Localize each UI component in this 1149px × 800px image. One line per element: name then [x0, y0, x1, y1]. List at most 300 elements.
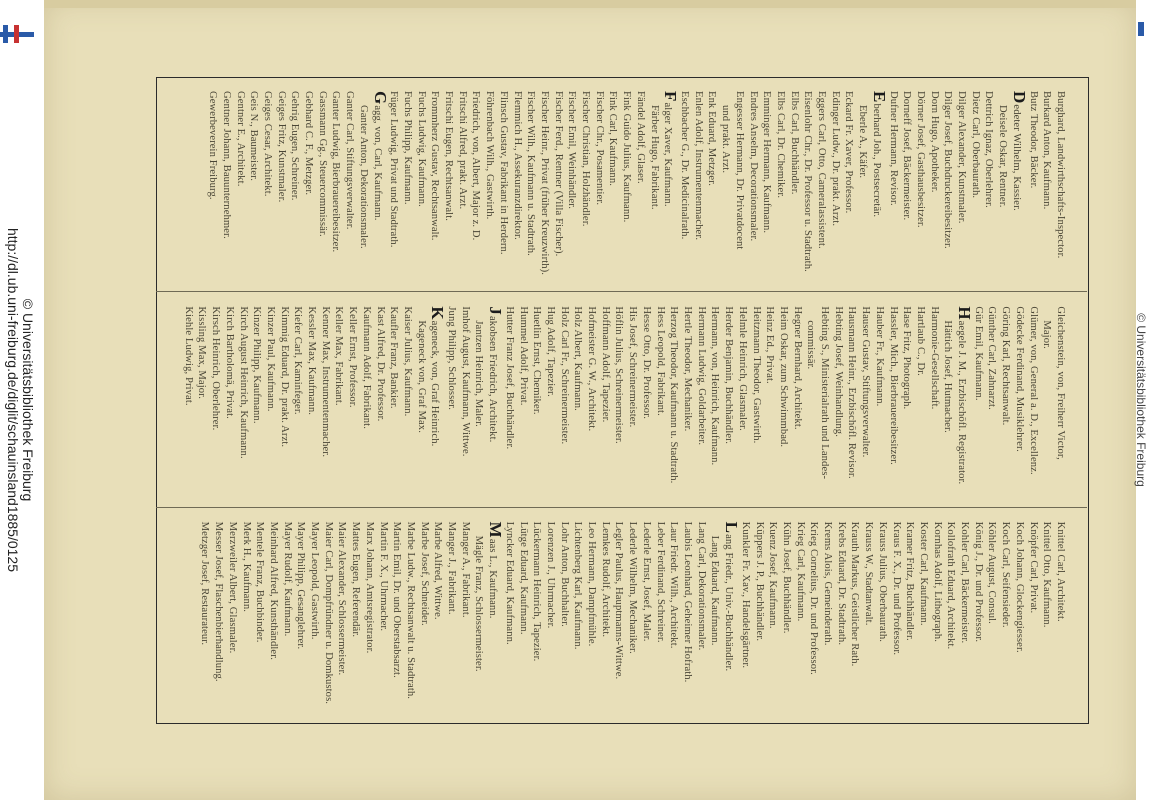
member-entry	[763, 306, 777, 496]
member-entry-text: Hebting S., Ministerialrath und Landes-	[819, 306, 831, 480]
member-entry-text: Gödecke Ferdinand, Musiklehrer.	[1013, 306, 1025, 452]
member-entry-text: Ganter Carl, Stiftungsverwalter.	[344, 91, 356, 230]
member-entry	[760, 91, 774, 281]
member-entry	[1040, 91, 1054, 281]
member-entry-text: Hebting Josef, Weinhandlung.	[832, 306, 844, 437]
member-entry	[694, 522, 708, 712]
member-entry-text: Mayer Rudolf, Kaufmann.	[281, 521, 293, 637]
member-entry-text: Leo Hermann, Dampfmühle.	[586, 521, 598, 647]
member-entry	[294, 522, 308, 712]
member-entry	[927, 306, 941, 496]
member-entry	[886, 306, 900, 496]
member-entry-text: Gassmann Gg., Steuercommissär.	[316, 91, 328, 237]
member-entry-text: Krebs Eduard, Dr. Stadtrath.	[835, 521, 847, 646]
member-entry-text: Fändel Adolf, Glaser.	[634, 91, 646, 184]
member-entry-text: Kinzer Philipp, Kaufmann.	[251, 306, 263, 424]
section-initial: F	[661, 91, 681, 102]
member-entry-text: Gehrig Eugen, Schreiner.	[289, 91, 301, 201]
member-entry-text: Dilger Josef, Buchdruckereibesitzer.	[942, 91, 954, 249]
member-entry	[667, 306, 681, 496]
member-entry	[417, 522, 431, 712]
member-entry	[612, 306, 626, 496]
member-entry-text: Kageneck von, Graf Max.	[415, 320, 427, 433]
member-entry-text: Gebhard C. F., Metzger.	[303, 91, 315, 196]
member-entry-text: Köhler August, Consul.	[986, 521, 998, 624]
member-entry	[779, 522, 793, 712]
member-entry-text: Geiges Fritz, Kunstmaler.	[275, 91, 287, 203]
member-entry-text: Fischer Ferd., Rentner (Villa Fischer).	[552, 91, 564, 257]
member-entry	[208, 306, 222, 496]
member-entry-text: ageneck, von, Graf Heinrich.	[429, 320, 441, 447]
copyright-margin	[20, 0, 36, 800]
member-entry-text: und prakt. Arzt.	[720, 105, 732, 174]
member-entry-text: commissär.	[805, 320, 817, 370]
member-entry	[705, 91, 719, 281]
member-entry-text: Gewerbeverein Freiburg.	[207, 91, 219, 200]
member-entry-text: Hartlaub C., Dr.	[914, 306, 926, 376]
member-entry-text: Heim Oskar, zum Schwimmbad.	[777, 306, 789, 448]
member-entry	[1040, 306, 1054, 496]
member-entry	[900, 306, 914, 496]
member-entry	[428, 306, 448, 496]
member-entry-text: Jung Philipp, Schlosser.	[446, 306, 458, 410]
member-entry-text: Butz Theodor, Bäcker.	[1027, 91, 1039, 189]
source-url-margin	[5, 0, 21, 800]
member-entry-text: Marbe Ludw., Rechtsanwalt u. Stadtrath.	[404, 521, 416, 700]
member-entry	[954, 306, 975, 496]
member-entry	[814, 91, 828, 281]
member-entry	[845, 306, 859, 496]
member-entry-text: Färber Hugo, Fabrikant.	[648, 105, 660, 210]
member-entry-text: Krems Alois, Gemeinderath.	[822, 521, 834, 646]
member-entry-text: Mattes Eugen, Referendär.	[350, 521, 362, 638]
member-entry-text: Dorn Hugo, Apotheker.	[928, 91, 940, 193]
member-entry	[626, 306, 640, 496]
member-entry-text: Ganter Ludwig, Bierbrauereibesitzer.	[330, 91, 342, 253]
member-entry-text: Knöpfer Carl, Privat.	[1027, 521, 1039, 614]
member-entry	[485, 521, 506, 712]
member-entry	[773, 91, 787, 281]
member-entry-text: Enk Eduard, Metzger.	[706, 91, 718, 186]
member-entry	[971, 522, 985, 712]
member-entry	[376, 522, 390, 712]
member-entry-text: Enlen Adolf, Instrumentenmacher.	[692, 91, 704, 241]
member-entry-text: Fink Carl, Kaufmann.	[607, 91, 619, 186]
member-entry	[335, 522, 349, 712]
member-entry-text: Hermann, von, Heinrich, Kaufmann.	[709, 306, 721, 466]
member-entry-text: Dettrich Ignaz, Oberlehrer.	[983, 91, 995, 208]
member-entry-text: Koster Carl, Kaufmann.	[917, 521, 929, 626]
section-initial: L	[722, 521, 742, 534]
member-entry	[930, 522, 944, 712]
member-entry	[247, 91, 261, 281]
member-entry	[537, 91, 551, 281]
member-entry	[749, 306, 763, 496]
member-entry-text: akobsen Friedrich, Architekt.	[487, 315, 499, 443]
member-entry	[1040, 522, 1054, 712]
member-entry	[598, 522, 612, 712]
right-margin-text: © Universitätsbibliothek Freiburg	[1134, 313, 1148, 487]
member-entry	[680, 306, 694, 496]
member-entry	[205, 91, 219, 281]
member-entry-text: Fischer Heinr., Privat (früher Kreuzwirth).	[538, 91, 550, 276]
section-initial: E	[869, 91, 889, 103]
member-entry	[329, 91, 343, 281]
member-entry	[804, 306, 818, 496]
member-entry-text: Hug Adolf, Tapezier.	[544, 306, 556, 397]
member-entry-text: Dörner Josef, Gasthausbesitzer.	[914, 91, 926, 228]
member-entry-text: Krauss W., Stadtanwalt.	[863, 521, 875, 626]
member-entry	[776, 306, 790, 496]
member-entry	[400, 91, 414, 281]
member-entry-text: Eberle A., Käfer.	[857, 105, 869, 179]
member-entry-text: Jantzen Heinrich, Maler.	[473, 320, 485, 427]
member-entry-text: Höflin Julius, Schreinermeister.	[613, 306, 625, 444]
member-entry	[661, 91, 681, 281]
section-initial: H	[955, 306, 975, 320]
member-entry	[1053, 306, 1067, 496]
member-entry	[530, 306, 544, 496]
member-entry-text: Hutter Franz Josef, Buchhändler.	[503, 306, 515, 450]
member-entry	[1012, 306, 1026, 496]
member-entry-text: Kunkler Fr. Xav., Handelsgärtner.	[739, 521, 751, 669]
member-entry-text: Glümer, von, General a. D., Excellenz.	[1027, 306, 1039, 475]
member-entry-text: Fischer Christian, Holzhändler.	[580, 91, 592, 227]
member-entry-text: Geiges Cesar, Architekt.	[261, 91, 273, 197]
member-entry-text: Kirsch Heinrich, Oberlehrer.	[210, 306, 222, 431]
member-entry-text: Manger J., Fabrikant.	[446, 521, 458, 615]
member-entry	[362, 522, 376, 712]
member-entry	[510, 91, 524, 281]
member-entry	[766, 522, 780, 712]
member-entry	[239, 522, 253, 712]
member-entry	[752, 522, 766, 712]
member-entry	[345, 306, 359, 496]
member-entry	[307, 522, 321, 712]
member-entry-text: Messer Josef, Flaschenbierhandlung.	[213, 521, 225, 682]
member-entry-text: Elbs Carl, Dr. Chemiker.	[774, 91, 786, 199]
member-entry-text: Hegner Bernhard, Architekt.	[791, 306, 803, 430]
member-entry-text: Fink Guido Julius, Kaufmann.	[621, 91, 633, 223]
member-entry	[274, 91, 288, 281]
member-entry-text: Lütge Eduard, Kaufmann.	[517, 521, 529, 635]
member-entry-text: Holz Albert, Kaufmann.	[572, 306, 584, 411]
member-entry-text: aegele J. M., Erzbischöfl. Registrator.	[956, 320, 968, 485]
member-entry-text: Kollofrath Eduard, Architekt.	[945, 521, 957, 650]
member-entry-text: Mägle Franz, Schlossermeister.	[473, 535, 485, 672]
member-entry	[941, 306, 955, 496]
member-entry-text: Koch Johann, Glockengiesser.	[1013, 521, 1025, 653]
source-url[interactable]: http://dl.ub.uni-freiburg.de/diglit/schauinsland1885/0125	[5, 227, 21, 573]
member-entry-text: Major.	[1041, 320, 1053, 349]
member-entry	[219, 91, 233, 281]
copyright-notice: © Universitätsbibliothek Freiburg	[20, 298, 36, 502]
member-entry	[516, 522, 530, 712]
member-entry-text: Ganter Anton, Dekorationsmaler.	[357, 105, 369, 249]
member-column-2	[156, 291, 1087, 506]
member-entry-text: Hauber Fr., Kaufmann.	[873, 306, 885, 407]
member-column-1	[156, 77, 1087, 291]
member-entry	[606, 91, 620, 281]
member-entry-text: Manger A., Fabrikant.	[459, 521, 471, 618]
member-entry	[633, 91, 647, 281]
member-entry	[858, 306, 872, 496]
member-entry	[551, 91, 565, 281]
member-entry-text: Kaiser Julius, Kaufmann.	[401, 306, 413, 417]
member-entry	[516, 306, 530, 496]
member-entry	[1012, 522, 1026, 712]
member-entry	[444, 306, 458, 496]
member-entry-text: Hättich Josef, Hutmacher.	[942, 320, 954, 433]
member-entry	[428, 91, 442, 281]
section-initial: K	[428, 306, 448, 320]
member-entry-text: Fuchs Philipp, Kaufmann.	[401, 91, 413, 205]
member-entry	[653, 306, 667, 496]
member-entry	[543, 522, 557, 712]
member-entry-text: Kraus F. X., Dr. und Professor.	[890, 521, 902, 656]
member-entry	[266, 522, 280, 712]
member-entry	[732, 91, 746, 281]
member-entry-text: Lohr Anton, Buchhalter.	[558, 521, 570, 627]
member-entry	[861, 522, 875, 712]
member-entry	[291, 306, 305, 496]
member-entry-text: Hofmeister G. W., Architekt.	[586, 306, 598, 432]
member-entry	[817, 306, 831, 496]
member-entry	[431, 522, 445, 712]
member-entry-text: Kissling Max, Major.	[196, 306, 208, 399]
member-entry-text: edeter Wilhelm, Kassier.	[1010, 104, 1022, 211]
member-entry-text: Krieg Carl, Kaufmann.	[794, 521, 806, 622]
member-entry-text: Lederle Wilhelm, Mechaniker.	[627, 521, 639, 654]
member-entry	[370, 91, 390, 281]
member-entry-text: Maier Carl, Dompfründner u. Domkustos.	[322, 521, 334, 705]
member-entry	[903, 522, 917, 712]
member-entry-text: Föhrenbach Wilh., Gastwirth.	[484, 91, 496, 220]
member-entry-text: Hummel Adolf, Privat.	[517, 306, 529, 406]
member-column-3	[156, 507, 1087, 722]
member-entry	[304, 306, 318, 496]
member-entry-text: Eggers Carl, Otto, Cameralassistent.	[816, 91, 828, 249]
member-entry	[746, 91, 760, 281]
member-entry-text: Gleichenstein, von, Freiherr Victor,	[1055, 306, 1066, 460]
member-entry-text: Dorneff Josef, Bäckermeister.	[901, 91, 913, 221]
member-entry-text: Holz Carl Fr., Schreinermeister.	[558, 306, 570, 445]
member-entry-text: His Josef, Schreinermeister.	[627, 306, 639, 428]
member-entry	[455, 91, 469, 281]
member-entry-text: Merzweiler Albert, Glasmaler.	[226, 521, 238, 654]
member-entry-text: Kornhas Adolf, Lithograph.	[931, 521, 943, 642]
member-entry-text: Fritschi Eugen, Rechtsanwalt.	[443, 91, 455, 221]
member-entry-text: Laur Friedr. Wilh., Architekt.	[668, 521, 680, 649]
member-entry	[718, 91, 732, 281]
member-entry-text: Lang Carl, Dekorationsmaler.	[695, 521, 707, 651]
member-entry	[889, 522, 903, 712]
member-entry	[387, 91, 401, 281]
member-entry-text: Fischer Wilh., Kaufmann u. Stadtrath.	[525, 91, 537, 256]
member-entry-text: Mayer Philipp, Gesanglehrer.	[295, 521, 307, 650]
member-entry-text: Küppers J. P., Buchhändler.	[753, 521, 765, 642]
member-entry-text: Gür Emil, Kaufmann.	[972, 306, 984, 401]
member-entry	[195, 306, 209, 496]
member-entry-text: Eschbacher G., Dr. Medicinalrath.	[679, 91, 691, 240]
member-entry-text: Keller Max, Fabrikant.	[333, 306, 345, 406]
member-entry	[842, 91, 856, 281]
member-entry-text: Kuenz Josef, Kaufmann.	[767, 521, 779, 629]
member-entry	[998, 522, 1012, 712]
member-entry-text: Heitzmann Theodor, Gastwirth.	[750, 306, 762, 444]
member-entry-text: Günther Carl, Zahnarzt.	[986, 306, 998, 410]
member-entry-text: Hauser Gustav, Stiftungsverwalter.	[860, 306, 872, 458]
member-entry	[639, 306, 653, 496]
member-entry	[592, 91, 606, 281]
member-entry	[414, 306, 428, 496]
member-entry-text: Fuchs Ludwig, Kaufmann.	[415, 91, 427, 207]
member-entry	[639, 522, 653, 712]
member-entry	[738, 522, 752, 712]
member-entry-text: Füger Ludwig, Privat und Stadtrath.	[388, 91, 400, 248]
member-entry-text: Laubis Leonhard, Geheimer Hofrath.	[682, 521, 694, 683]
member-entry-text: Huetlin Ernst, Chemiker.	[531, 306, 543, 415]
right-margin-text-wrap	[1133, 0, 1149, 800]
member-entry	[801, 91, 815, 281]
member-entry	[735, 306, 749, 496]
member-entry	[225, 522, 239, 712]
member-entry	[900, 91, 914, 281]
member-entry-text: Fischer Chr., Posamentier.	[593, 91, 605, 206]
member-entry	[1053, 522, 1067, 712]
member-entry	[807, 522, 821, 712]
member-entry	[565, 91, 579, 281]
member-entry	[667, 522, 681, 712]
section-initial: J	[486, 306, 506, 315]
member-entry-text: Lemkes Rudolf, Architekt.	[599, 521, 611, 638]
member-entry-text: Emminger Hermann, Kaufmann.	[761, 91, 773, 234]
member-entry-text: Endres Anselm, Decorationsmaler.	[747, 91, 759, 242]
member-entry	[236, 306, 250, 496]
member-entry-text: Lückermann Heinrich, Tapezier.	[531, 521, 543, 662]
member-entry	[721, 306, 735, 496]
member-entry	[373, 306, 387, 496]
member-entry	[263, 306, 277, 496]
member-entry-text: Herzog Theodor, Kaufmann u. Stadtrath.	[668, 306, 680, 484]
member-entry-text: Hoffmann Adolf, Tapezier.	[599, 306, 611, 423]
member-entry-text: Kast Alfred, Dr. Professor.	[374, 306, 386, 422]
member-entry	[222, 306, 236, 496]
page-top-edge	[44, 0, 1136, 8]
member-entry	[315, 91, 329, 281]
member-entry-text: König J., Dr. und Professor.	[972, 521, 984, 643]
member-entry-text: Lichtenberg Karl, Kaufmann.	[572, 521, 584, 650]
member-entry	[524, 91, 538, 281]
member-entry-text: Knittel Carl, Architekt.	[1055, 521, 1066, 622]
member-entry	[875, 522, 889, 712]
member-entry	[414, 91, 428, 281]
member-entry	[1026, 91, 1040, 281]
member-entry	[968, 91, 982, 281]
member-entry	[578, 91, 592, 281]
member-entry-text: Kohler Carl, Bäckermeister.	[959, 521, 971, 644]
member-entry-text: Gentner E., Architekt.	[234, 91, 246, 187]
member-entry-text: Flemmich H., Assekuranzdirektor.	[511, 91, 523, 240]
member-entry	[869, 91, 889, 281]
member-entry	[954, 91, 968, 281]
member-entry-text: Deisele Oskar, Rentner.	[997, 105, 1009, 208]
section-initial: M	[486, 521, 506, 538]
member-entry	[708, 306, 722, 496]
member-entry	[598, 306, 612, 496]
member-entry	[502, 522, 516, 712]
member-entry-text: Kramer Fritz, Buchhändler.	[904, 521, 916, 641]
member-entry-text: Kiehle Ludwig, Privat.	[182, 306, 194, 406]
member-entry-text: Dilger Alexander, Kunstmaler.	[956, 91, 968, 224]
member-entry	[927, 91, 941, 281]
member-entry	[957, 522, 971, 712]
member-entry	[1026, 306, 1040, 496]
member-entry	[708, 522, 722, 712]
member-entry-text: Burghard, Landwirthschafts-Inspector.	[1055, 91, 1066, 259]
member-entry	[913, 306, 927, 496]
member-entry	[620, 91, 634, 281]
member-entry	[790, 306, 804, 496]
member-entry-text: Geis N., Baumeister.	[248, 91, 260, 181]
member-entry	[359, 306, 373, 496]
member-entry	[995, 91, 1009, 281]
section-initial: G	[370, 91, 390, 105]
member-entry	[253, 522, 267, 712]
member-entry	[1026, 522, 1040, 712]
member-entry-text: Friedrich, von, Albert, Major z. D.	[470, 91, 482, 241]
member-entry	[390, 522, 404, 712]
member-entry	[496, 91, 510, 281]
member-entry-text: Kirch Bartholomä, Privat.	[223, 306, 235, 419]
member-entry-text: Marx Johann, Amtsregistrator.	[363, 521, 375, 654]
member-entry-text: Mentele Franz, Buchbinder.	[254, 521, 266, 643]
member-entry-text: Leber Ferdinand, Schreiner.	[654, 521, 666, 643]
member-entry	[571, 522, 585, 712]
member-entry-text: Lorenzen J., Uhrmacher.	[544, 521, 556, 629]
member-entry	[944, 522, 958, 712]
member-entry-text: Harmonie-Gesellschaft.	[928, 306, 940, 410]
member-entry-text: Hausmann Heinr., Erzbischöfl. Revisor.	[846, 306, 858, 479]
member-entry	[502, 306, 516, 496]
member-entry	[677, 91, 691, 281]
member-entry-text: Dietz Carl, Oberbaurath.	[969, 91, 981, 199]
member-entry-text: Hassler, Mich., Bierbrauereibesitzer.	[887, 306, 899, 465]
member-entry-text: Fischer Emil, Weinhändler.	[566, 91, 578, 210]
member-entry	[348, 522, 362, 712]
member-entry-text: Krieg Cornelius, Dr. und Professor.	[808, 521, 820, 675]
member-entry	[834, 522, 848, 712]
member-entry	[321, 522, 335, 712]
member-entry-text: Edinger Ludw., Dr. prakt. Arzt.	[829, 91, 841, 227]
member-entry	[181, 306, 195, 496]
member-entry-text: Kimmig Eduard, Dr. prakt. Arzt.	[278, 306, 290, 448]
member-entry	[787, 91, 801, 281]
member-entry	[288, 91, 302, 281]
member-entry	[694, 306, 708, 496]
member-entry-text: Hertle Theodor, Mechaniker.	[682, 306, 694, 432]
member-entry-text: Kirch August Heinrich, Kaufmann.	[237, 306, 249, 459]
member-entry	[557, 522, 571, 712]
member-entry	[872, 306, 886, 496]
member-entry	[469, 91, 483, 281]
member-entry	[387, 306, 401, 496]
member-entry-text: Hermann Ludwig, Goldarbeiter.	[695, 306, 707, 446]
member-list-rotated	[156, 77, 1087, 722]
member-entry	[198, 522, 212, 712]
member-entry	[1053, 91, 1067, 281]
member-entry-text: alger Xaver, Kaufmann.	[662, 102, 674, 207]
